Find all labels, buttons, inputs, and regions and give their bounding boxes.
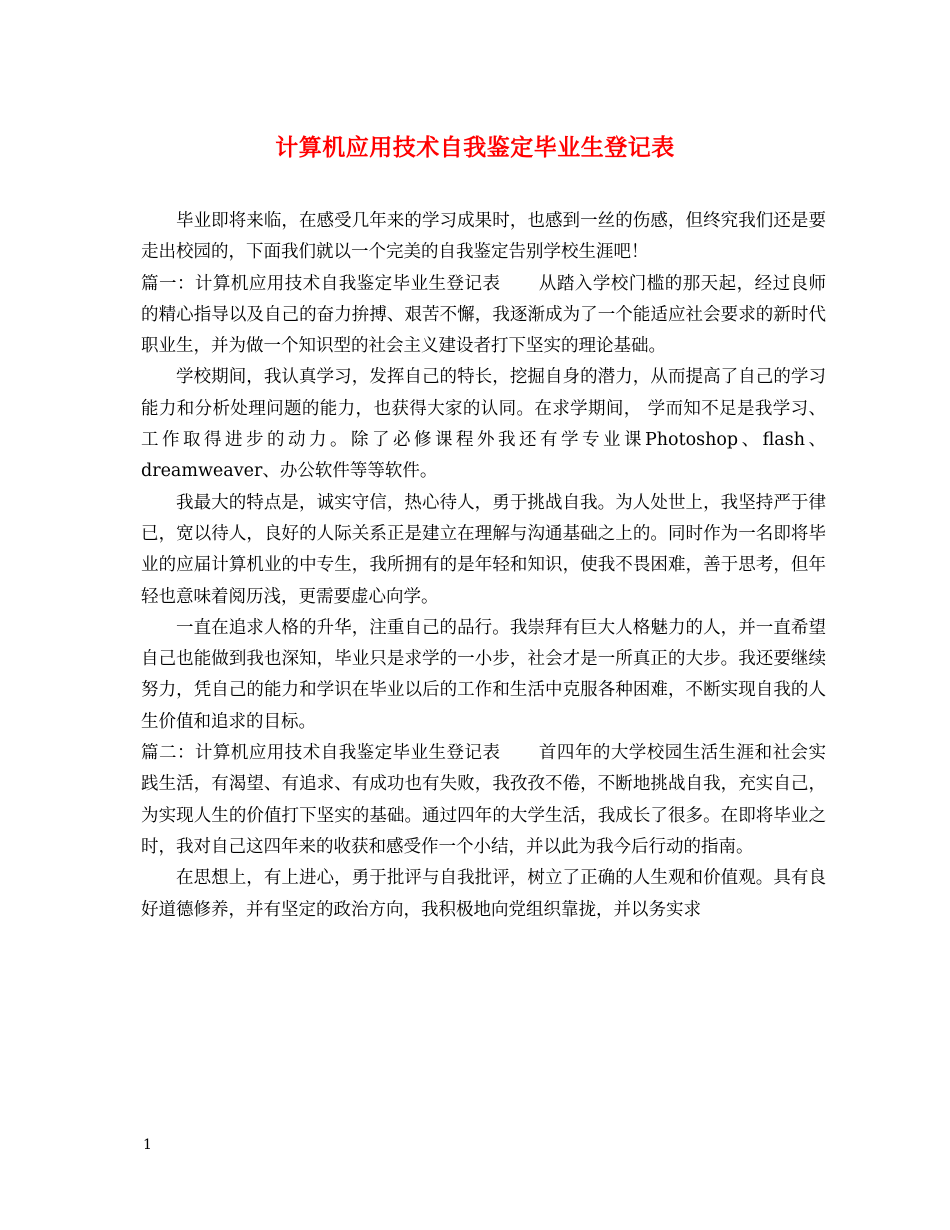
paragraph-text: 在思想上，有上进心，勇于批评与自我批评，树立了正确的人生观和价值观。具有良好道德修养，并有坚定的政治方向，我积极地向党组织靠拢，并以务实求 bbox=[141, 868, 826, 920]
paragraph-text: 毕业即将来临，在感受几年来的学习成果时，也感到一丝的伤感，但终究我们还是要走出校园的，下面我们就以一个完美的自我鉴定告别学校生涯吧！ bbox=[141, 211, 826, 263]
section-heading: 篇二：计算机应用技术自我鉴定毕业生登记表 bbox=[141, 743, 501, 764]
section-one-paragraph bbox=[141, 269, 826, 363]
intro-paragraph bbox=[141, 206, 826, 269]
paragraph-text: 从踏入学校门槛的那天起，经过良师的精心指导以及自己的奋力拚搏、艰苦不懈，我逐渐成为了一个能适应社会要求的新时代职业生，并为做一个知识型的社会主义建设者打下坚实的理论基础。 bbox=[141, 273, 827, 357]
document-body bbox=[141, 206, 826, 926]
document-title: 计算机应用技术自我鉴定毕业生登记表 bbox=[275, 134, 675, 161]
paragraph-text: 学校期间，我认真学习，发挥自己的特长，挖掘自身的潜力，从而提高了自己的学习能力和分析处理问题的能力，也获得大家的认同。在求学期间， 学而知不足是我学习、工作取得进步的动力。除了必修课程外我还有学专业课Photoshop、flash、dreamweaver、办公软件等等软件。 bbox=[141, 367, 826, 482]
body-paragraph bbox=[141, 863, 826, 926]
body-paragraph bbox=[141, 488, 826, 613]
paragraph-text: 首四年的大学校园生活生涯和社会实践生活，有渴望、有追求、有成功也有失败，我孜孜不倦，不断地挑战自我，充实自己，为实现人生的价值打下坚实的基础。通过四年的大学生活，我成长了很多。在即将毕业之时，我对自己这四年来的收获和感受作一个小结，并以此为我今后行动的指南。 bbox=[141, 743, 827, 857]
body-paragraph bbox=[141, 613, 826, 738]
paragraph-text: 我最大的特点是，诚实守信，热心待人，勇于挑战自我。为人处世上，我坚持严于律已，宽以待人，良好的人际关系正是建立在理解与沟通基础之上的。同时作为一名即将毕业的应届计算机业的中专生，我所拥有的是年轻和知识，使我不畏困难，善于思考，但年轻也意味着阅历浅，更需要虚心向学。 bbox=[141, 492, 826, 607]
section-two-paragraph bbox=[141, 738, 826, 863]
paragraph-text: 一直在追求人格的升华，注重自己的品行。我崇拜有巨大人格魅力的人，并一直希望自己也能做到我也深知，毕业只是求学的一小步，社会才是一所真正的大步。我还要继续努力，凭自己的能力和学识在毕业以后的工作和生活中克服各种困难，不断实现自我的人生价值和追求的目标。 bbox=[141, 617, 826, 732]
body-paragraph bbox=[141, 362, 826, 487]
page-number: 1 bbox=[143, 1137, 152, 1153]
section-heading: 篇一：计算机应用技术自我鉴定毕业生登记表 bbox=[141, 273, 501, 294]
